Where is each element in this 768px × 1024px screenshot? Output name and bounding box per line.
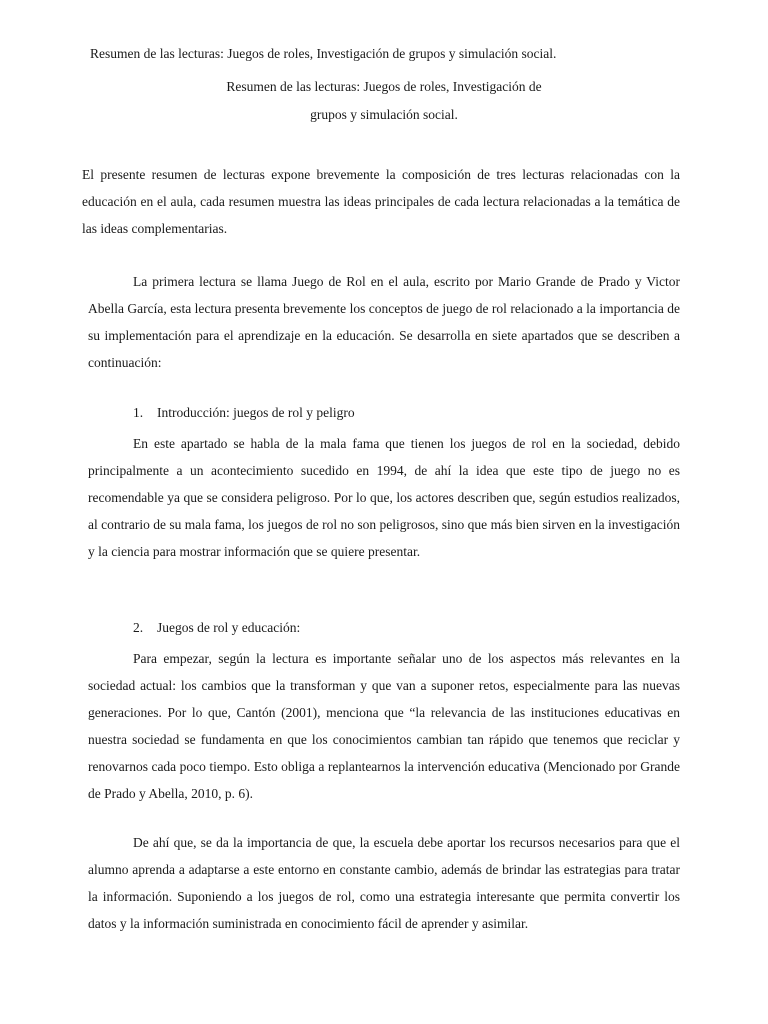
document-title-line-1: Resumen de las lecturas: Juegos de roles, Investigación de (226, 79, 542, 94)
section-2-number: 2. (133, 620, 144, 635)
section-1-paragraph: En este apartado se habla de la mala fama que tienen los juegos de rol en la sociedad, debido principalmente a un acontecimiento sucedido en 1994, de ahí la idea que este tipo de juego no es recomendable ya que se considera peligroso. Por lo que, los actores describen que, según estudios realizados, al contrario de su mala fama, los juegos de rol no son peligrosos, sino que más bien sirven en la investigación y la ciencia para mostrar información que se quiere presentar. (88, 436, 680, 559)
section-2-heading (133, 620, 300, 636)
section-1-number: 1. (133, 405, 144, 420)
section-1-title: Introducción: juegos de rol y peligro (157, 405, 355, 420)
section-1-heading (133, 405, 355, 421)
section-2-continuation-paragraph: De ahí que, se da la importancia de que, la escuela debe aportar los recursos necesarios para que el alumno aprenda a adaptarse a este entorno en constante cambio, además de brindar las estrategias para tratar la información. Suponiendo a los juegos de rol, como una estrategia interesante que permita convertir los datos y la información suministrada en conocimiento fácil de aprender y asimilar. (88, 835, 680, 931)
running-header: Resumen de las lecturas: Juegos de roles, Investigación de grupos y simulación social. (90, 46, 557, 61)
document-title-line-2: grupos y simulación social. (310, 107, 458, 122)
section-2-title: Juegos de rol y educación: (157, 620, 301, 635)
section-2-paragraph: Para empezar, según la lectura es importante señalar uno de los aspectos más relevantes en la sociedad actual: los cambios que la transforman y que van a suponer retos, especialmente para las nuevas generaciones. Por lo que, Cantón (2001), menciona que “la relevancia de las instituciones educativas en nuestra sociedad se fundamenta en que los conocimientos cambian tan rápido que tenemos que reciclar y renovarnos cada poco tiempo. Esto obliga a replantearnos la intervención educativa (Mencionado por Grande de Prado y Abella, 2010, p. 6). (88, 651, 680, 801)
first-reading-paragraph: La primera lectura se llama Juego de Rol en el aula, escrito por Mario Grande de Prado y Victor Abella García, esta lectura presenta brevemente los conceptos de juego de rol relacionado a la importancia de su implementación para el aprendizaje en la educación. Se desarrolla en siete apartados que se describen a continuación: (88, 274, 680, 370)
intro-paragraph: El presente resumen de lecturas expone brevemente la composición de tres lecturas relacionadas con la educación en el aula, cada resumen muestra las ideas principales de cada lectura relacionadas a la temática de las ideas complementarias. (82, 167, 680, 236)
